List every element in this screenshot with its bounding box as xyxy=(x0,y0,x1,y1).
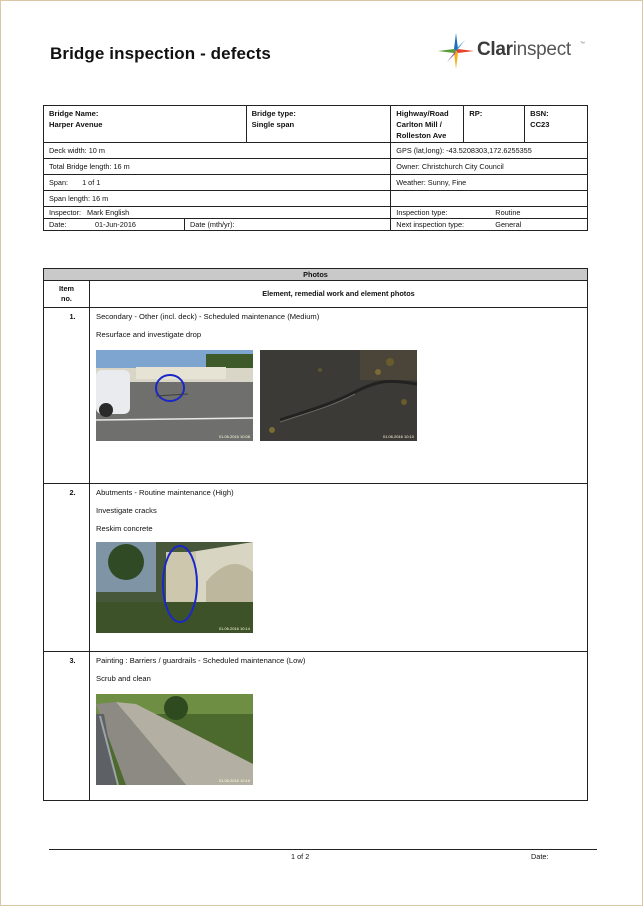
item-number: 3. xyxy=(44,652,90,801)
span-length: Span length: 16 m xyxy=(44,191,391,207)
bridge-type-cell: Bridge type: Single span xyxy=(246,106,391,143)
photos-table xyxy=(43,268,588,801)
logo-wordmark: Clarinspect xyxy=(477,39,571,60)
table-row xyxy=(44,308,588,484)
element-header: Element, remedial work and element photos xyxy=(90,281,588,308)
remedial-work: Scrub and clean xyxy=(96,674,151,683)
photo-deck-road[interactable]: 01.06.2016 10:08 xyxy=(96,350,253,441)
item-no-header: Item no. xyxy=(44,281,90,308)
document-title: Bridge inspection - defects xyxy=(50,44,271,63)
empty-cell xyxy=(391,191,588,207)
bridge-info-table xyxy=(43,105,588,231)
bridge-name-cell: Bridge Name: Harper Avenue xyxy=(44,106,247,143)
inspection-date: Date: 01-Jun-2016 xyxy=(44,219,185,230)
highway-road-cell: Highway/Road Carlton Mill / Rolleston Ave xyxy=(391,106,464,143)
star-logo-icon xyxy=(437,32,475,70)
item-details xyxy=(90,484,588,652)
page-number: 1 of 2 xyxy=(291,852,310,861)
item-number: 1. xyxy=(44,308,90,484)
weather: Weather: Sunny, Fine xyxy=(391,175,588,191)
date-mth-yr: Date (mth/yr): xyxy=(190,220,235,229)
clarinspect-logo xyxy=(437,32,587,70)
element-description: Painting : Barriers / guardrails - Scheduled maintenance (Low) xyxy=(96,656,306,665)
next-inspection: Next inspection type: General xyxy=(391,219,588,231)
item-details xyxy=(90,308,588,484)
photo-abutment[interactable]: 01.06.2016 10:14 xyxy=(96,542,253,633)
photo-barrier[interactable]: 01.06.2016 10:16 xyxy=(96,694,253,785)
item-details xyxy=(90,652,588,801)
remedial-work: Reskim concrete xyxy=(96,524,153,533)
remedial-work: Resurface and investigate drop xyxy=(96,330,202,339)
item-number: 2. xyxy=(44,484,90,652)
footer-date-label: Date: xyxy=(531,852,549,861)
inspector: Inspector: Mark English xyxy=(44,207,391,219)
owner: Owner: Christchurch City Council xyxy=(391,159,588,175)
date-row xyxy=(44,219,391,231)
table-row xyxy=(44,484,588,652)
total-length: Total Bridge length: 16 m xyxy=(44,159,391,175)
span: Span: 1 of 1 xyxy=(44,175,391,191)
deck-width: Deck width: 10 m xyxy=(44,143,391,159)
footer-divider xyxy=(49,849,597,850)
gps-coordinates: GPS (lat,long): -43.5208303,172.6255355 xyxy=(391,143,588,159)
bsn-cell: BSN: CC23 xyxy=(525,106,588,143)
photos-section-title: Photos xyxy=(44,269,588,281)
element-description: Secondary - Other (incl. deck) - Scheduled maintenance (Medium) xyxy=(96,312,320,321)
remedial-work: Investigate cracks xyxy=(96,506,157,515)
inspection-type: Inspection type: Routine xyxy=(391,207,588,219)
table-row xyxy=(44,652,588,801)
rp-cell: RP: xyxy=(464,106,525,143)
photo-surface-crack[interactable]: 01.06.2016 10:10 xyxy=(260,350,417,441)
element-description: Abutments - Routine maintenance (High) xyxy=(96,488,234,497)
logo-trademark: ™ xyxy=(580,41,585,47)
